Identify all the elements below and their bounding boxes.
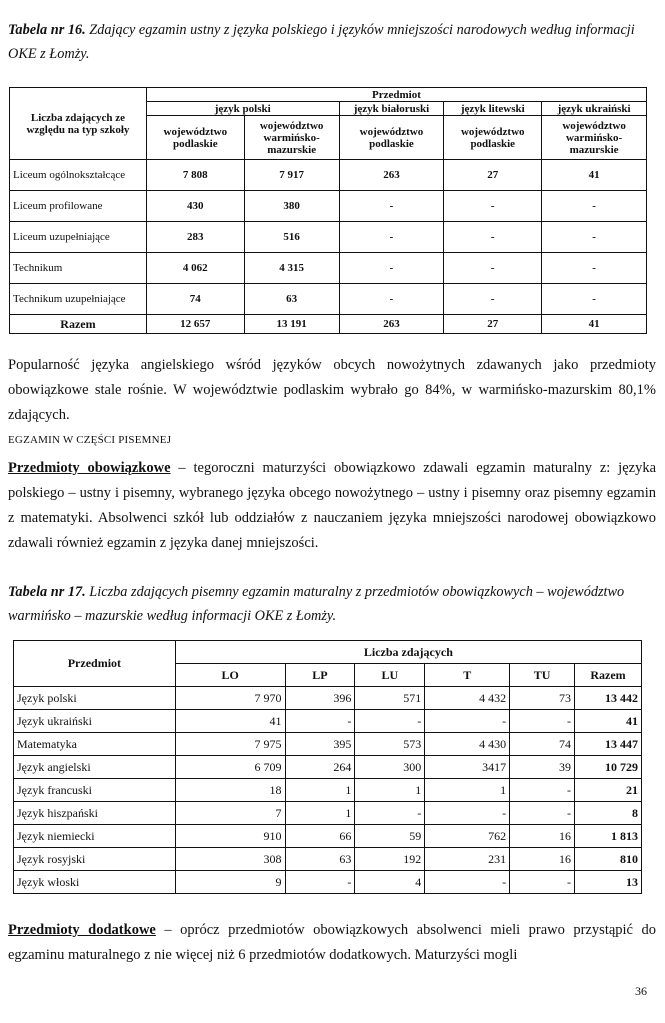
cell: 9 xyxy=(175,871,285,894)
cell: 74 xyxy=(146,284,244,315)
table-row xyxy=(14,871,642,894)
cell: 18 xyxy=(175,779,285,802)
cell: - xyxy=(355,710,425,733)
cell: 7 975 xyxy=(175,733,285,756)
total-cell: 13 447 xyxy=(575,733,642,756)
cell: 3417 xyxy=(425,756,510,779)
cell: 7 917 xyxy=(244,160,339,191)
cell: 59 xyxy=(355,825,425,848)
cell: - xyxy=(425,871,510,894)
table-row xyxy=(10,222,647,253)
table16-subject: język polski xyxy=(146,102,339,116)
total-cell: 263 xyxy=(339,315,444,334)
compulsory-subjects-lead: Przedmioty obowiązkowe xyxy=(8,460,171,476)
cell: 192 xyxy=(355,848,425,871)
cell: 63 xyxy=(285,848,355,871)
table-total-row xyxy=(10,315,647,334)
cell: 66 xyxy=(285,825,355,848)
cell: 380 xyxy=(244,191,339,222)
cell: - xyxy=(339,253,444,284)
table16-rowhead: Liczba zdających ze względu na typ szkoły xyxy=(10,88,147,160)
cell: 910 xyxy=(175,825,285,848)
table16-subject: język białoruski xyxy=(339,102,444,116)
row-label: Liceum ogólnokształcące xyxy=(10,160,147,191)
cell: 762 xyxy=(425,825,510,848)
cell: 63 xyxy=(244,284,339,315)
table17 xyxy=(13,640,642,894)
total-cell: 21 xyxy=(575,779,642,802)
table17-column-header: T xyxy=(425,664,510,687)
cell: 7 808 xyxy=(146,160,244,191)
cell: 27 xyxy=(444,160,542,191)
cell: - xyxy=(339,191,444,222)
cell: 16 xyxy=(510,848,575,871)
cell: 7 xyxy=(175,802,285,825)
compulsory-subjects-text: – tegoroczni maturzyści obowiązkowo zdawali egzamin maturalny z: języka polskiego – ustny i pisemny, wybranego języka obcego nowożytnego – ustny i pisemny oraz pisemny egzamin z matematyki. Absolwenci szkół lub oddziałów z nauczaniem języka mniejszości narodowej obowiązkowo zdawali również egzamin z języka danej mniejszości. xyxy=(8,460,657,551)
row-label: Technikum xyxy=(10,253,147,284)
cell: 573 xyxy=(355,733,425,756)
row-label: Język niemiecki xyxy=(14,825,176,848)
row-label: Matematyka xyxy=(14,733,176,756)
cell: 4 xyxy=(355,871,425,894)
table-row xyxy=(10,284,647,315)
table-row xyxy=(14,779,642,802)
table-row xyxy=(10,191,647,222)
table16-caption xyxy=(8,18,656,66)
cell: 300 xyxy=(355,756,425,779)
cell: 7 970 xyxy=(175,687,285,710)
cell: 74 xyxy=(510,733,575,756)
table16-region: województwo podlaskie xyxy=(444,116,542,160)
table-row xyxy=(14,733,642,756)
total-cell: 13 442 xyxy=(575,687,642,710)
row-label: Język francuski xyxy=(14,779,176,802)
table16-subject: język litewski xyxy=(444,102,542,116)
cell: - xyxy=(444,253,542,284)
table16 xyxy=(9,87,647,334)
cell: - xyxy=(444,191,542,222)
cell: - xyxy=(339,284,444,315)
table16-region: województwo podlaskie xyxy=(339,116,444,160)
cell: 4 062 xyxy=(146,253,244,284)
cell: - xyxy=(510,871,575,894)
total-cell: 1 813 xyxy=(575,825,642,848)
cell: 396 xyxy=(285,687,355,710)
total-cell: 13 191 xyxy=(244,315,339,334)
total-cell: 12 657 xyxy=(146,315,244,334)
table17-group-header: Liczba zdających xyxy=(175,641,641,664)
total-cell: 810 xyxy=(575,848,642,871)
table17-column-header: TU xyxy=(510,664,575,687)
table17-column-header: LO xyxy=(175,664,285,687)
row-label: Liceum profilowane xyxy=(10,191,147,222)
table17-rowhead: Przedmiot xyxy=(14,641,176,687)
row-label: Język ukraiński xyxy=(14,710,176,733)
table16-region: województwo warmińsko-mazurskie xyxy=(244,116,339,160)
paragraph-compulsory-subjects xyxy=(8,456,656,556)
table17-column-header: Razem xyxy=(575,664,642,687)
table16-subject: język ukraiński xyxy=(542,102,647,116)
table16-region: województwo warmińsko-mazurskie xyxy=(542,116,647,160)
table16-caption-label: Tabela nr 16. xyxy=(8,22,86,38)
cell: 308 xyxy=(175,848,285,871)
cell: 6 709 xyxy=(175,756,285,779)
table-row xyxy=(10,160,647,191)
cell: - xyxy=(444,222,542,253)
row-label: Język włoski xyxy=(14,871,176,894)
cell: 395 xyxy=(285,733,355,756)
table16-group-header: Przedmiot xyxy=(146,88,646,102)
cell: 41 xyxy=(175,710,285,733)
cell: - xyxy=(425,802,510,825)
cell: 41 xyxy=(542,160,647,191)
row-label: Liceum uzupełniające xyxy=(10,222,147,253)
total-cell: 27 xyxy=(444,315,542,334)
cell: 16 xyxy=(510,825,575,848)
cell: - xyxy=(542,191,647,222)
table-row xyxy=(14,802,642,825)
cell: 1 xyxy=(285,802,355,825)
table-row xyxy=(14,825,642,848)
additional-subjects-text: – oprócz przedmiotów obowiązkowych absolwenci mieli prawo przystąpić do egzaminu maturalnego z nie więcej niż 6 przedmiotów dodatkowych. Maturzyści mogli xyxy=(8,922,657,963)
cell: - xyxy=(425,710,510,733)
cell: 231 xyxy=(425,848,510,871)
row-label: Język hiszpański xyxy=(14,802,176,825)
cell: - xyxy=(285,710,355,733)
cell: 73 xyxy=(510,687,575,710)
row-label: Język angielski xyxy=(14,756,176,779)
row-label: Technikum uzupełniające xyxy=(10,284,147,315)
total-cell: 13 xyxy=(575,871,642,894)
paragraph-additional-subjects xyxy=(8,918,656,968)
cell: 4 432 xyxy=(425,687,510,710)
table-row xyxy=(14,848,642,871)
total-cell: 41 xyxy=(575,710,642,733)
cell: 516 xyxy=(244,222,339,253)
table-row xyxy=(14,756,642,779)
row-label: Język polski xyxy=(14,687,176,710)
table-row xyxy=(14,687,642,710)
cell: - xyxy=(510,710,575,733)
row-label: Język rosyjski xyxy=(14,848,176,871)
table17-caption xyxy=(8,580,656,628)
cell: 1 xyxy=(285,779,355,802)
cell: 39 xyxy=(510,756,575,779)
cell: 430 xyxy=(146,191,244,222)
total-cell: 8 xyxy=(575,802,642,825)
table-row xyxy=(14,710,642,733)
table16-region: województwo podlaskie xyxy=(146,116,244,160)
cell: - xyxy=(542,284,647,315)
total-cell: 10 729 xyxy=(575,756,642,779)
additional-subjects-lead: Przedmioty dodatkowe xyxy=(8,922,156,938)
paragraph-english-popularity: Popularność języka angielskiego wśród języków obcych nowożytnych zdawanych jako przedmioty obowiązkowe stale rośnie. W województwie podlaskim wybrało go 84%, w warmińsko-mazurskim 80,1% zdających. xyxy=(8,357,656,423)
page-number: 36 xyxy=(635,984,647,998)
total-cell: 41 xyxy=(542,315,647,334)
cell: 4 315 xyxy=(244,253,339,284)
table17-column-header: LU xyxy=(355,664,425,687)
cell: - xyxy=(510,802,575,825)
table17-caption-text: Liczba zdających pisemny egzamin maturalny z przedmiotów obowiązkowych – województwo warmińsko – mazurskie według informacji OKE z Łomży. xyxy=(8,584,625,624)
total-label: Razem xyxy=(10,315,147,334)
table16-caption-text: Zdający egzamin ustny z języka polskiego i języków mniejszości narodowych według informacji OKE z Łomży. xyxy=(8,22,635,62)
cell: 1 xyxy=(355,779,425,802)
cell: 264 xyxy=(285,756,355,779)
cell: - xyxy=(510,779,575,802)
cell: - xyxy=(355,802,425,825)
cell: - xyxy=(444,284,542,315)
table17-caption-label: Tabela nr 17. xyxy=(8,584,86,600)
cell: - xyxy=(339,222,444,253)
cell: 263 xyxy=(339,160,444,191)
cell: - xyxy=(285,871,355,894)
section-heading: EGZAMIN W CZĘŚCI PISEMNEJ xyxy=(8,434,172,446)
cell: - xyxy=(542,253,647,284)
cell: 571 xyxy=(355,687,425,710)
cell: 4 430 xyxy=(425,733,510,756)
table-row xyxy=(10,253,647,284)
table17-column-header: LP xyxy=(285,664,355,687)
cell: - xyxy=(542,222,647,253)
cell: 1 xyxy=(425,779,510,802)
cell: 283 xyxy=(146,222,244,253)
